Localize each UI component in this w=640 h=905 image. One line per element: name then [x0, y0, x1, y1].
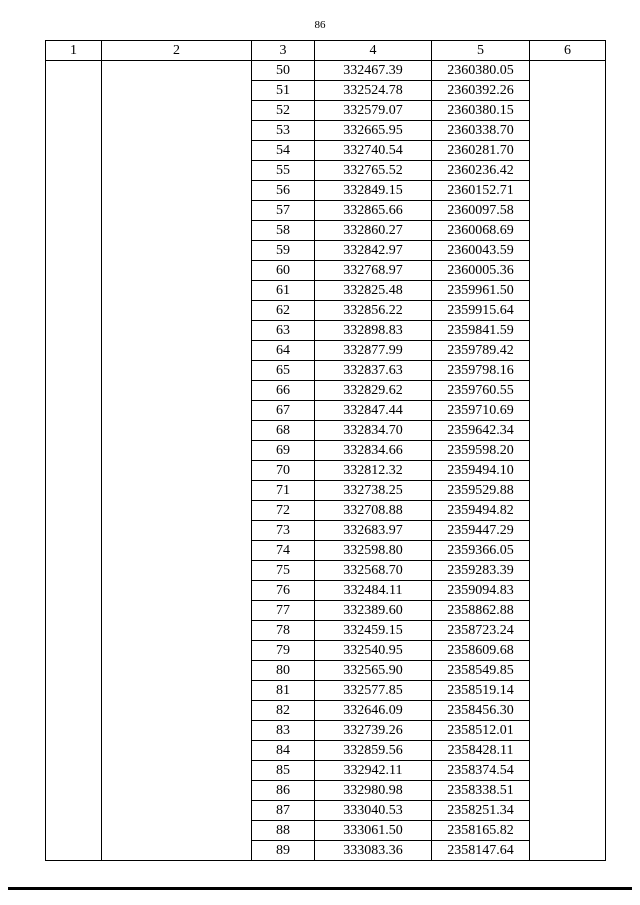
x-coordinate-cell: 332579.07: [315, 101, 432, 121]
point-number-cell: 82: [252, 701, 315, 721]
table-row: [46, 61, 606, 81]
y-coordinate-cell: 2359760.55: [432, 381, 530, 401]
x-coordinate-cell: 332565.90: [315, 661, 432, 681]
x-coordinate-cell: 332765.52: [315, 161, 432, 181]
y-coordinate-cell: 2359710.69: [432, 401, 530, 421]
x-coordinate-cell: 332740.54: [315, 141, 432, 161]
x-coordinate-cell: 332834.70: [315, 421, 432, 441]
point-number-cell: 84: [252, 741, 315, 761]
x-coordinate-cell: 332459.15: [315, 621, 432, 641]
footer-rule: [8, 887, 632, 890]
header-cell-6: 6: [530, 41, 606, 61]
x-coordinate-cell: 332829.62: [315, 381, 432, 401]
x-coordinate-cell: 332877.99: [315, 341, 432, 361]
x-coordinate-cell: 332812.32: [315, 461, 432, 481]
y-coordinate-cell: 2358251.34: [432, 801, 530, 821]
header-cell-4: 4: [315, 41, 432, 61]
x-coordinate-cell: 332598.80: [315, 541, 432, 561]
x-coordinate-cell: 332389.60: [315, 601, 432, 621]
x-coordinate-cell: 332847.44: [315, 401, 432, 421]
point-number-cell: 51: [252, 81, 315, 101]
y-coordinate-cell: 2359598.20: [432, 441, 530, 461]
x-coordinate-cell: 332577.85: [315, 681, 432, 701]
x-coordinate-cell: 332865.66: [315, 201, 432, 221]
column-6-cell: [530, 61, 606, 861]
y-coordinate-cell: 2359789.42: [432, 341, 530, 361]
header-cell-2: 2: [102, 41, 252, 61]
y-coordinate-cell: 2358862.88: [432, 601, 530, 621]
y-coordinate-cell: 2359283.39: [432, 561, 530, 581]
x-coordinate-cell: 332898.83: [315, 321, 432, 341]
point-number-cell: 87: [252, 801, 315, 821]
y-coordinate-cell: 2359447.29: [432, 521, 530, 541]
y-coordinate-cell: 2360281.70: [432, 141, 530, 161]
point-number-cell: 63: [252, 321, 315, 341]
point-number-cell: 75: [252, 561, 315, 581]
point-number-cell: 65: [252, 361, 315, 381]
x-coordinate-cell: 332665.95: [315, 121, 432, 141]
y-coordinate-cell: 2358609.68: [432, 641, 530, 661]
point-number-cell: 78: [252, 621, 315, 641]
point-number-cell: 67: [252, 401, 315, 421]
x-coordinate-cell: 333040.53: [315, 801, 432, 821]
x-coordinate-cell: 333083.36: [315, 841, 432, 861]
point-number-cell: 58: [252, 221, 315, 241]
point-number-cell: 83: [252, 721, 315, 741]
point-number-cell: 57: [252, 201, 315, 221]
y-coordinate-cell: 2358165.82: [432, 821, 530, 841]
point-number-cell: 89: [252, 841, 315, 861]
point-number-cell: 69: [252, 441, 315, 461]
x-coordinate-cell: 332834.66: [315, 441, 432, 461]
header-cell-5: 5: [432, 41, 530, 61]
x-coordinate-cell: 332842.97: [315, 241, 432, 261]
y-coordinate-cell: 2360068.69: [432, 221, 530, 241]
y-coordinate-cell: 2360236.42: [432, 161, 530, 181]
x-coordinate-cell: 332738.25: [315, 481, 432, 501]
table-body: [46, 61, 606, 861]
column-2-cell: [102, 61, 252, 861]
point-number-cell: 74: [252, 541, 315, 561]
point-number-cell: 88: [252, 821, 315, 841]
x-coordinate-cell: 332739.26: [315, 721, 432, 741]
point-number-cell: 68: [252, 421, 315, 441]
point-number-cell: 85: [252, 761, 315, 781]
point-number-cell: 77: [252, 601, 315, 621]
y-coordinate-cell: 2360043.59: [432, 241, 530, 261]
y-coordinate-cell: 2358338.51: [432, 781, 530, 801]
point-number-cell: 71: [252, 481, 315, 501]
header-row: [46, 41, 606, 61]
y-coordinate-cell: 2358519.14: [432, 681, 530, 701]
x-coordinate-cell: 332484.11: [315, 581, 432, 601]
x-coordinate-cell: 332708.88: [315, 501, 432, 521]
coordinates-table: [45, 40, 606, 861]
header-cell-3: 3: [252, 41, 315, 61]
x-coordinate-cell: 332859.56: [315, 741, 432, 761]
point-number-cell: 72: [252, 501, 315, 521]
y-coordinate-cell: 2358549.85: [432, 661, 530, 681]
y-coordinate-cell: 2359494.10: [432, 461, 530, 481]
point-number-cell: 81: [252, 681, 315, 701]
y-coordinate-cell: 2358374.54: [432, 761, 530, 781]
x-coordinate-cell: 333061.50: [315, 821, 432, 841]
y-coordinate-cell: 2359494.82: [432, 501, 530, 521]
point-number-cell: 62: [252, 301, 315, 321]
header-cell-1: 1: [46, 41, 102, 61]
y-coordinate-cell: 2360005.36: [432, 261, 530, 281]
x-coordinate-cell: 332683.97: [315, 521, 432, 541]
y-coordinate-cell: 2358428.11: [432, 741, 530, 761]
point-number-cell: 53: [252, 121, 315, 141]
y-coordinate-cell: 2360392.26: [432, 81, 530, 101]
x-coordinate-cell: 332768.97: [315, 261, 432, 281]
x-coordinate-cell: 332856.22: [315, 301, 432, 321]
point-number-cell: 61: [252, 281, 315, 301]
point-number-cell: 56: [252, 181, 315, 201]
x-coordinate-cell: 332980.98: [315, 781, 432, 801]
x-coordinate-cell: 332860.27: [315, 221, 432, 241]
y-coordinate-cell: 2359366.05: [432, 541, 530, 561]
point-number-cell: 55: [252, 161, 315, 181]
point-number-cell: 66: [252, 381, 315, 401]
y-coordinate-cell: 2359642.34: [432, 421, 530, 441]
point-number-cell: 80: [252, 661, 315, 681]
x-coordinate-cell: 332524.78: [315, 81, 432, 101]
point-number-cell: 54: [252, 141, 315, 161]
point-number-cell: 52: [252, 101, 315, 121]
point-number-cell: 60: [252, 261, 315, 281]
y-coordinate-cell: 2358512.01: [432, 721, 530, 741]
y-coordinate-cell: 2358723.24: [432, 621, 530, 641]
y-coordinate-cell: 2359094.83: [432, 581, 530, 601]
x-coordinate-cell: 332825.48: [315, 281, 432, 301]
point-number-cell: 79: [252, 641, 315, 661]
point-number-cell: 50: [252, 61, 315, 81]
x-coordinate-cell: 332568.70: [315, 561, 432, 581]
y-coordinate-cell: 2359961.50: [432, 281, 530, 301]
y-coordinate-cell: 2358456.30: [432, 701, 530, 721]
x-coordinate-cell: 332540.95: [315, 641, 432, 661]
y-coordinate-cell: 2359915.64: [432, 301, 530, 321]
y-coordinate-cell: 2358147.64: [432, 841, 530, 861]
y-coordinate-cell: 2359529.88: [432, 481, 530, 501]
y-coordinate-cell: 2359798.16: [432, 361, 530, 381]
point-number-cell: 59: [252, 241, 315, 261]
point-number-cell: 86: [252, 781, 315, 801]
y-coordinate-cell: 2360152.71: [432, 181, 530, 201]
x-coordinate-cell: 332849.15: [315, 181, 432, 201]
point-number-cell: 73: [252, 521, 315, 541]
y-coordinate-cell: 2360380.05: [432, 61, 530, 81]
column-1-cell: [46, 61, 102, 861]
x-coordinate-cell: 332942.11: [315, 761, 432, 781]
y-coordinate-cell: 2360380.15: [432, 101, 530, 121]
point-number-cell: 64: [252, 341, 315, 361]
y-coordinate-cell: 2360097.58: [432, 201, 530, 221]
y-coordinate-cell: 2359841.59: [432, 321, 530, 341]
page-number: 86: [314, 19, 326, 31]
point-number-cell: 76: [252, 581, 315, 601]
x-coordinate-cell: 332467.39: [315, 61, 432, 81]
point-number-cell: 70: [252, 461, 315, 481]
x-coordinate-cell: 332646.09: [315, 701, 432, 721]
x-coordinate-cell: 332837.63: [315, 361, 432, 381]
y-coordinate-cell: 2360338.70: [432, 121, 530, 141]
